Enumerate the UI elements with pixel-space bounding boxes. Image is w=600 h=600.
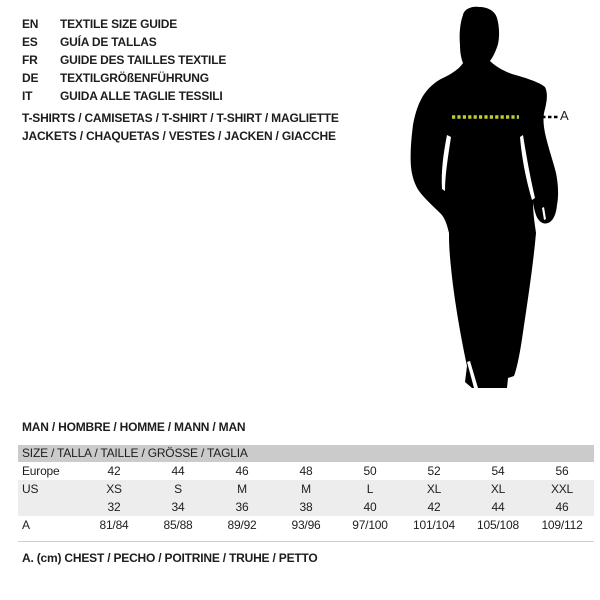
row-label: Europe xyxy=(22,464,60,478)
table-cell: 109/112 xyxy=(541,518,583,532)
table-cell: 85/88 xyxy=(163,518,193,532)
table-cell: 54 xyxy=(491,464,505,478)
language-row-it xyxy=(22,87,226,105)
table-cell: XL xyxy=(426,482,442,496)
language-text: GUIDA ALLE TAGLIE TESSILI xyxy=(60,89,223,103)
measure-label-a: A xyxy=(560,108,569,123)
row-label: US xyxy=(22,482,39,496)
table-cell: 42 xyxy=(427,500,441,514)
table-cell: L xyxy=(366,482,374,496)
language-code: IT xyxy=(22,89,33,103)
size-table-header: SIZE / TALLA / TAILLE / GRÖSSE / TAGLIA xyxy=(18,445,594,462)
language-text: GUÍA DE TALLAS xyxy=(60,35,157,49)
table-cell: 38 xyxy=(299,500,313,514)
row-label: A xyxy=(22,518,30,532)
table-cell: XS xyxy=(106,482,122,496)
table-cell: 93/96 xyxy=(291,518,321,532)
table-cell: 44 xyxy=(171,464,185,478)
measurement-footnote: A. (cm) CHEST / PECHO / POITRINE / TRUHE / PETTO xyxy=(22,551,318,565)
man-silhouette-body xyxy=(411,7,558,388)
table-cell: M xyxy=(301,482,311,496)
table-row-us-numbers xyxy=(18,498,594,516)
table-cell: 48 xyxy=(299,464,313,478)
table-cell: 40 xyxy=(363,500,377,514)
language-text: TEXTILGRÖßENFÜHRUNG xyxy=(60,71,209,85)
table-cell: XXL xyxy=(550,482,574,496)
table-cell: 44 xyxy=(491,500,505,514)
table-cell: 52 xyxy=(427,464,441,478)
language-row-es xyxy=(22,33,226,51)
table-cell: 56 xyxy=(555,464,569,478)
table-row-chest-a xyxy=(18,516,594,534)
table-cell: M xyxy=(237,482,247,496)
language-code: FR xyxy=(22,53,38,67)
table-cell: 105/108 xyxy=(477,518,519,532)
language-code: ES xyxy=(22,35,38,49)
language-text: GUIDE DES TAILLES TEXTILE xyxy=(60,53,227,67)
man-silhouette xyxy=(405,5,565,395)
table-cell: 50 xyxy=(363,464,377,478)
table-cell: 32 xyxy=(107,500,121,514)
table-cell: 89/92 xyxy=(227,518,257,532)
language-list xyxy=(22,15,226,105)
table-cell: 46 xyxy=(235,464,249,478)
table-row-europe xyxy=(18,462,594,480)
table-cell: 97/100 xyxy=(352,518,388,532)
language-text: TEXTILE SIZE GUIDE xyxy=(60,17,178,31)
table-row-us-letters xyxy=(18,480,594,498)
language-row-en xyxy=(22,15,226,33)
table-cell: 34 xyxy=(171,500,185,514)
table-cell: 46 xyxy=(555,500,569,514)
table-cell: 36 xyxy=(235,500,249,514)
table-cell: XL xyxy=(490,482,506,496)
category-jackets: JACKETS / CHAQUETAS / VESTES / JACKEN / GIACCHE xyxy=(22,129,336,143)
category-tshirts: T-SHIRTS / CAMISETAS / T-SHIRT / T-SHIRT / MAGLIETTE xyxy=(22,111,339,125)
section-title-man: MAN / HOMBRE / HOMME / MANN / MAN xyxy=(22,420,246,434)
table-cell: 81/84 xyxy=(99,518,129,532)
language-code: EN xyxy=(22,17,39,31)
table-cell: S xyxy=(174,482,182,496)
language-code: DE xyxy=(22,71,39,85)
language-row-fr xyxy=(22,51,226,69)
category-list xyxy=(22,109,339,145)
size-table xyxy=(18,445,594,534)
table-bottom-rule xyxy=(18,541,594,542)
table-cell: 42 xyxy=(107,464,121,478)
language-row-de xyxy=(22,69,226,87)
table-cell: 101/104 xyxy=(413,518,455,532)
row-label xyxy=(18,498,82,516)
